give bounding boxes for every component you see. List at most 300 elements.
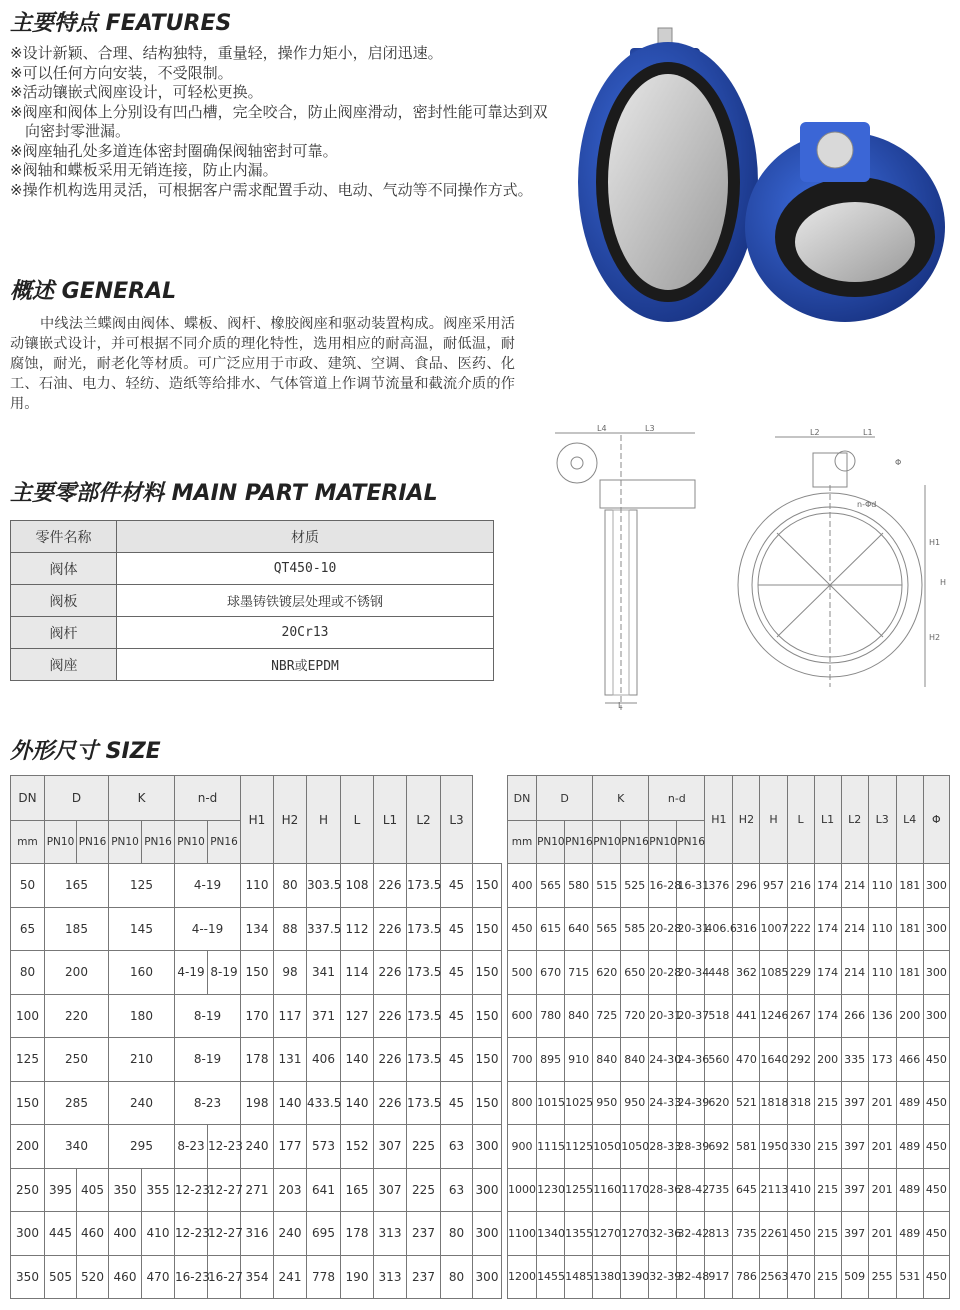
cell-nd-pn16: 12-27	[208, 1168, 241, 1212]
cell-phi: 150	[473, 907, 502, 951]
cell-nd-pn10: 20-28	[649, 907, 677, 951]
cell-l1: 226	[374, 907, 407, 951]
cell-d-pn10: 1455	[537, 1255, 565, 1299]
cell-l3: 45	[441, 907, 473, 951]
cell-k-pn16: 950	[621, 1081, 649, 1125]
cell-h2: 98	[274, 951, 307, 995]
cell-d-pn10: 780	[537, 994, 565, 1038]
drawing-label-l4: L4	[597, 424, 607, 433]
cell-h: 303.5	[307, 864, 341, 908]
drawing-label-l: L	[618, 701, 623, 710]
cell-l2: 173.5	[407, 1038, 441, 1082]
cell-h: 2113	[760, 1168, 787, 1212]
drawing-label-nd: n-Φd	[857, 500, 877, 509]
drawing-label-l3: L3	[645, 424, 655, 433]
size-header-l2: L2	[841, 776, 868, 864]
cell-d-pn16: 1355	[565, 1212, 593, 1256]
cell-d-pn10: 505	[45, 1255, 77, 1299]
material-table	[10, 520, 494, 681]
cell-l3: 201	[868, 1168, 896, 1212]
size-header-l2: L2	[407, 776, 441, 864]
cell-l2: 173.5	[407, 994, 441, 1038]
size-header-pn10: PN10	[593, 821, 621, 864]
cell-phi: 300	[473, 1255, 502, 1299]
cell-l: 216	[787, 864, 814, 908]
material-row	[11, 553, 494, 585]
cell-h1: 354	[241, 1255, 274, 1299]
cell-l: 114	[341, 951, 374, 995]
cell-l: 190	[341, 1255, 374, 1299]
size-header-h2: H2	[274, 776, 307, 864]
cell-k: 295	[109, 1125, 175, 1169]
size-header-pn10: PN10	[649, 821, 677, 864]
cell-nd-pn16: 12-23	[208, 1125, 241, 1169]
cell-l2: 237	[407, 1212, 441, 1256]
cell-l1: 200	[814, 1038, 841, 1082]
material-value: 球墨铸铁镀层处理或不锈钢	[117, 585, 494, 617]
cell-h1: 178	[241, 1038, 274, 1082]
cell-d-pn16: 1485	[565, 1255, 593, 1299]
cell-phi: 450	[923, 1081, 949, 1125]
features-title: 主要特点 FEATURES	[10, 11, 232, 36]
cell-h2: 80	[274, 864, 307, 908]
cell-h2: 362	[733, 951, 760, 995]
cell-dn: 1200	[508, 1255, 537, 1299]
cell-h: 641	[307, 1168, 341, 1212]
cell-dn: 1000	[508, 1168, 537, 1212]
cell-h: 2563	[760, 1255, 787, 1299]
cell-dn: 1100	[508, 1212, 537, 1256]
cell-k-pn16: 1050	[621, 1125, 649, 1169]
cell-l1: 215	[814, 1255, 841, 1299]
cell-d-pn10: 670	[537, 951, 565, 995]
size-header-pn10: PN10	[537, 821, 565, 864]
cell-h: 371	[307, 994, 341, 1038]
size-header-l1: L1	[374, 776, 407, 864]
cell-phi: 300	[923, 864, 949, 908]
cell-k-pn16: 650	[621, 951, 649, 995]
table-row	[508, 1255, 950, 1299]
cell-l4: 489	[896, 1212, 923, 1256]
cell-h: 406	[307, 1038, 341, 1082]
cell-phi: 300	[923, 994, 949, 1038]
cell-h2: 203	[274, 1168, 307, 1212]
cell-h: 695	[307, 1212, 341, 1256]
cell-l2: 173.5	[407, 864, 441, 908]
cell-l2: 237	[407, 1255, 441, 1299]
cell-h1: 735	[705, 1168, 733, 1212]
cell-h2: 140	[274, 1081, 307, 1125]
table-row	[11, 907, 502, 951]
cell-k-pn16: 355	[142, 1168, 175, 1212]
cell-h2: 240	[274, 1212, 307, 1256]
cell-nd: 8-19	[175, 1038, 241, 1082]
cell-k-pn10: 1050	[593, 1125, 621, 1169]
cell-h1: 406.6	[705, 907, 733, 951]
size-header-dn: DN	[508, 776, 537, 821]
table-row	[508, 864, 950, 908]
cell-k-pn16: 410	[142, 1212, 175, 1256]
cell-h: 778	[307, 1255, 341, 1299]
features-list	[10, 44, 550, 200]
size-header-pn16: PN16	[621, 821, 649, 864]
cell-l1: 215	[814, 1168, 841, 1212]
size-header-l: L	[787, 776, 814, 864]
cell-nd-pn10: 16-28	[649, 864, 677, 908]
cell-l4: 200	[896, 994, 923, 1038]
size-header-h2: H2	[733, 776, 760, 864]
cell-d-pn16: 910	[565, 1038, 593, 1082]
cell-nd: 8-19	[175, 994, 241, 1038]
size-header-phi: Φ	[923, 776, 949, 864]
cell-dn: 700	[508, 1038, 537, 1082]
cell-l: 470	[787, 1255, 814, 1299]
table-row	[508, 1081, 950, 1125]
cell-l4: 181	[896, 951, 923, 995]
cell-l2: 397	[841, 1212, 868, 1256]
cell-l4: 531	[896, 1255, 923, 1299]
size-header-d: D	[537, 776, 593, 821]
table-row	[508, 1038, 950, 1082]
cell-l2: 397	[841, 1125, 868, 1169]
cell-d-pn10: 1340	[537, 1212, 565, 1256]
cell-l3: 80	[441, 1212, 473, 1256]
material-header-material: 材质	[117, 521, 494, 553]
butterfly-valve-photo	[570, 22, 950, 332]
cell-nd-pn16: 24-36	[677, 1038, 705, 1082]
cell-nd-pn16: 24-39	[677, 1081, 705, 1125]
cell-l2: 397	[841, 1081, 868, 1125]
cell-l2: 266	[841, 994, 868, 1038]
cell-k-pn16: 1170	[621, 1168, 649, 1212]
size-header-mm: mm	[11, 821, 45, 864]
cell-l3: 45	[441, 1038, 473, 1082]
drawing-label-l1: L1	[863, 428, 873, 437]
cell-h1: 560	[705, 1038, 733, 1082]
cell-l1: 226	[374, 1038, 407, 1082]
cell-d: 220	[45, 994, 109, 1038]
cell-k: 160	[109, 951, 175, 995]
cell-nd-pn10: 8-23	[175, 1125, 208, 1169]
drawing-label-h2: H2	[929, 633, 941, 642]
cell-h: 957	[760, 864, 787, 908]
cell-l: 410	[787, 1168, 814, 1212]
table-row	[508, 994, 950, 1038]
cell-l3: 201	[868, 1212, 896, 1256]
cell-l2: 214	[841, 951, 868, 995]
drawing-label-phi: Φ	[895, 458, 902, 467]
cell-d: 185	[45, 907, 109, 951]
cell-h1: 134	[241, 907, 274, 951]
cell-l: 108	[341, 864, 374, 908]
cell-nd-pn10: 32-36	[649, 1212, 677, 1256]
cell-l4: 181	[896, 864, 923, 908]
cell-h: 433.5	[307, 1081, 341, 1125]
cell-l4: 466	[896, 1038, 923, 1082]
cell-l3: 173	[868, 1038, 896, 1082]
cell-h2: 117	[274, 994, 307, 1038]
cell-k-pn16: 585	[621, 907, 649, 951]
cell-l3: 63	[441, 1125, 473, 1169]
material-part-name: 阀杆	[11, 617, 117, 649]
cell-l3: 45	[441, 951, 473, 995]
cell-h: 1640	[760, 1038, 787, 1082]
cell-l: 178	[341, 1212, 374, 1256]
cell-l1: 226	[374, 951, 407, 995]
table-row	[11, 1255, 502, 1299]
cell-nd-pn10: 20-28	[649, 951, 677, 995]
cell-dn: 100	[11, 994, 45, 1038]
size-header-pn16: PN16	[565, 821, 593, 864]
cell-phi: 450	[923, 1212, 949, 1256]
drawing-label-l2: L2	[810, 428, 820, 437]
cell-d-pn10: 1230	[537, 1168, 565, 1212]
cell-h: 1085	[760, 951, 787, 995]
cell-l3: 136	[868, 994, 896, 1038]
cell-d-pn16: 580	[565, 864, 593, 908]
material-part-name: 阀体	[11, 553, 117, 585]
cell-dn: 600	[508, 994, 537, 1038]
cell-k-pn10: 460	[109, 1255, 142, 1299]
size-header-k: K	[593, 776, 649, 821]
cell-k: 240	[109, 1081, 175, 1125]
material-row	[11, 585, 494, 617]
size-header-pn16: PN16	[677, 821, 705, 864]
cell-nd-pn16: 8-19	[208, 951, 241, 995]
cell-nd-pn16: 12-27	[208, 1212, 241, 1256]
cell-l1: 215	[814, 1125, 841, 1169]
cell-d-pn10: 565	[537, 864, 565, 908]
cell-l3: 110	[868, 951, 896, 995]
cell-l: 229	[787, 951, 814, 995]
cell-k-pn10: 350	[109, 1168, 142, 1212]
cell-l1: 307	[374, 1168, 407, 1212]
cell-l2: 335	[841, 1038, 868, 1082]
cell-h1: 518	[705, 994, 733, 1038]
cell-k: 180	[109, 994, 175, 1038]
cell-h1: 813	[705, 1212, 733, 1256]
material-part-name: 阀板	[11, 585, 117, 617]
cell-h1: 448	[705, 951, 733, 995]
cell-l3: 110	[868, 907, 896, 951]
cell-h: 2261	[760, 1212, 787, 1256]
table-row	[508, 1212, 950, 1256]
material-value: QT450-10	[117, 553, 494, 585]
cell-dn: 800	[508, 1081, 537, 1125]
material-row	[11, 617, 494, 649]
cell-nd-pn16: 20-37	[677, 994, 705, 1038]
cell-l: 450	[787, 1212, 814, 1256]
cell-l1: 307	[374, 1125, 407, 1169]
cell-h: 1950	[760, 1125, 787, 1169]
general-text: 中线法兰蝶阀由阀体、蝶板、阀杆、橡胶阀座和驱动装置构成。阀座采用活动镶嵌式设计，并可根据不同介质的理化特性，选用相应的耐高温，耐低温，耐腐蚀，耐光，耐老化等材质。可广泛应用于市政、建筑、空调、食品、医药、化工、石油、电力、轻纺、造纸等给排水、气体管道上作调节流量和截流介质的作用。	[10, 316, 515, 412]
cell-l2: 214	[841, 907, 868, 951]
cell-l2: 173.5	[407, 1081, 441, 1125]
cell-l2: 214	[841, 864, 868, 908]
cell-l1: 174	[814, 994, 841, 1038]
feature-item: ※阀座和阀体上分别设有凹凸槽，完全咬合，防止阀座滑动，密封性能可靠达到双向密封零泄漏。	[10, 102, 548, 140]
cell-l3: 45	[441, 994, 473, 1038]
cell-dn: 250	[11, 1168, 45, 1212]
cell-d: 200	[45, 951, 109, 995]
cell-dn: 900	[508, 1125, 537, 1169]
cell-h1: 692	[705, 1125, 733, 1169]
cell-h2: 786	[733, 1255, 760, 1299]
cell-dn: 200	[11, 1125, 45, 1169]
cell-l3: 45	[441, 1081, 473, 1125]
cell-phi: 450	[923, 1255, 949, 1299]
cell-l1: 215	[814, 1212, 841, 1256]
cell-l1: 226	[374, 1081, 407, 1125]
cell-nd-pn16: 28-39	[677, 1125, 705, 1169]
cell-nd-pn10: 28-33	[649, 1125, 677, 1169]
cell-phi: 300	[923, 951, 949, 995]
cell-l3: 45	[441, 864, 473, 908]
cell-l4: 489	[896, 1168, 923, 1212]
valve-dimension-drawing	[545, 425, 950, 710]
cell-dn: 300	[11, 1212, 45, 1256]
cell-h1: 271	[241, 1168, 274, 1212]
cell-phi: 450	[923, 1168, 949, 1212]
cell-l1: 226	[374, 994, 407, 1038]
size-header-l: L	[341, 776, 374, 864]
cell-l: 222	[787, 907, 814, 951]
cell-d: 340	[45, 1125, 109, 1169]
size-header-h: H	[307, 776, 341, 864]
table-row	[508, 951, 950, 995]
cell-dn: 50	[11, 864, 45, 908]
cell-nd-pn10: 24-30	[649, 1038, 677, 1082]
cell-k-pn10: 1160	[593, 1168, 621, 1212]
cell-phi: 150	[473, 1081, 502, 1125]
cell-nd-pn16: 16-31	[677, 864, 705, 908]
size-header-pn16: PN16	[142, 821, 175, 864]
cell-phi: 300	[473, 1212, 502, 1256]
cell-nd-pn16: 20-31	[677, 907, 705, 951]
cell-phi: 150	[473, 864, 502, 908]
cell-dn: 150	[11, 1081, 45, 1125]
cell-l3: 201	[868, 1081, 896, 1125]
cell-dn: 500	[508, 951, 537, 995]
table-row	[11, 1125, 502, 1169]
table-row	[11, 864, 502, 908]
cell-d-pn10: 1115	[537, 1125, 565, 1169]
cell-d-pn16: 1025	[565, 1081, 593, 1125]
table-row	[508, 907, 950, 951]
cell-nd-pn10: 16-23	[175, 1255, 208, 1299]
cell-d: 285	[45, 1081, 109, 1125]
cell-k-pn16: 840	[621, 1038, 649, 1082]
cell-l2: 225	[407, 1125, 441, 1169]
cell-h2: 177	[274, 1125, 307, 1169]
cell-nd-pn10: 4-19	[175, 951, 208, 995]
cell-l3: 201	[868, 1125, 896, 1169]
cell-h1: 620	[705, 1081, 733, 1125]
material-title: 主要零部件材料 MAIN PART MATERIAL	[10, 481, 438, 506]
cell-h2: 645	[733, 1168, 760, 1212]
cell-k-pn16: 470	[142, 1255, 175, 1299]
material-value: NBR或EPDM	[117, 649, 494, 681]
size-header-pn10: PN10	[109, 821, 142, 864]
cell-k-pn16: 1270	[621, 1212, 649, 1256]
cell-d-pn10: 895	[537, 1038, 565, 1082]
cell-l4: 181	[896, 907, 923, 951]
cell-nd-pn10: 24-33	[649, 1081, 677, 1125]
cell-k-pn10: 515	[593, 864, 621, 908]
drawing-label-h1: H1	[929, 538, 941, 547]
cell-d-pn16: 405	[77, 1168, 109, 1212]
cell-d: 165	[45, 864, 109, 908]
cell-h1: 917	[705, 1255, 733, 1299]
cell-l2: 509	[841, 1255, 868, 1299]
cell-l3: 255	[868, 1255, 896, 1299]
material-header-part: 零件名称	[11, 521, 117, 553]
cell-k-pn10: 565	[593, 907, 621, 951]
size-header-pn16: PN16	[208, 821, 241, 864]
general-title: 概述 GENERAL	[10, 279, 177, 304]
cell-l: 140	[341, 1081, 374, 1125]
cell-dn: 400	[508, 864, 537, 908]
size-header-h: H	[760, 776, 787, 864]
feature-item: ※阀轴和蝶板采用无销连接，防止内漏。	[10, 161, 278, 179]
cell-nd-pn10: 32-39	[649, 1255, 677, 1299]
cell-d-pn16: 460	[77, 1212, 109, 1256]
cell-k-pn10: 725	[593, 994, 621, 1038]
material-part-name: 阀座	[11, 649, 117, 681]
cell-h2: 131	[274, 1038, 307, 1082]
cell-h2: 316	[733, 907, 760, 951]
cell-k-pn16: 525	[621, 864, 649, 908]
cell-k-pn16: 720	[621, 994, 649, 1038]
cell-k: 125	[109, 864, 175, 908]
cell-h: 573	[307, 1125, 341, 1169]
cell-l2: 173.5	[407, 907, 441, 951]
cell-l1: 226	[374, 864, 407, 908]
table-row	[11, 994, 502, 1038]
size-header-mm: mm	[508, 821, 537, 864]
table-row	[11, 1081, 502, 1125]
cell-l: 318	[787, 1081, 814, 1125]
cell-phi: 450	[923, 1038, 949, 1082]
cell-h2: 241	[274, 1255, 307, 1299]
cell-k-pn10: 950	[593, 1081, 621, 1125]
cell-k-pn10: 1380	[593, 1255, 621, 1299]
table-row	[508, 1125, 950, 1169]
cell-nd: 4-19	[175, 864, 241, 908]
cell-d: 250	[45, 1038, 109, 1082]
cell-nd-pn16: 16-27	[208, 1255, 241, 1299]
cell-h2: 88	[274, 907, 307, 951]
cell-h1: 376	[705, 864, 733, 908]
cell-nd-pn16: 20-34	[677, 951, 705, 995]
cell-phi: 150	[473, 1038, 502, 1082]
cell-phi: 300	[473, 1125, 502, 1169]
cell-d-pn16: 1255	[565, 1168, 593, 1212]
size-table-left	[10, 775, 502, 1299]
cell-d-pn10: 445	[45, 1212, 77, 1256]
cell-nd-pn10: 12-23	[175, 1212, 208, 1256]
cell-l2: 397	[841, 1168, 868, 1212]
table-row	[11, 1212, 502, 1256]
size-header-pn10: PN10	[175, 821, 208, 864]
size-title: 外形尺寸 SIZE	[10, 739, 161, 764]
cell-d-pn16: 520	[77, 1255, 109, 1299]
size-header-l1: L1	[814, 776, 841, 864]
cell-l3: 80	[441, 1255, 473, 1299]
cell-h1: 110	[241, 864, 274, 908]
cell-nd-pn10: 28-36	[649, 1168, 677, 1212]
size-header-dn: DN	[11, 776, 45, 821]
